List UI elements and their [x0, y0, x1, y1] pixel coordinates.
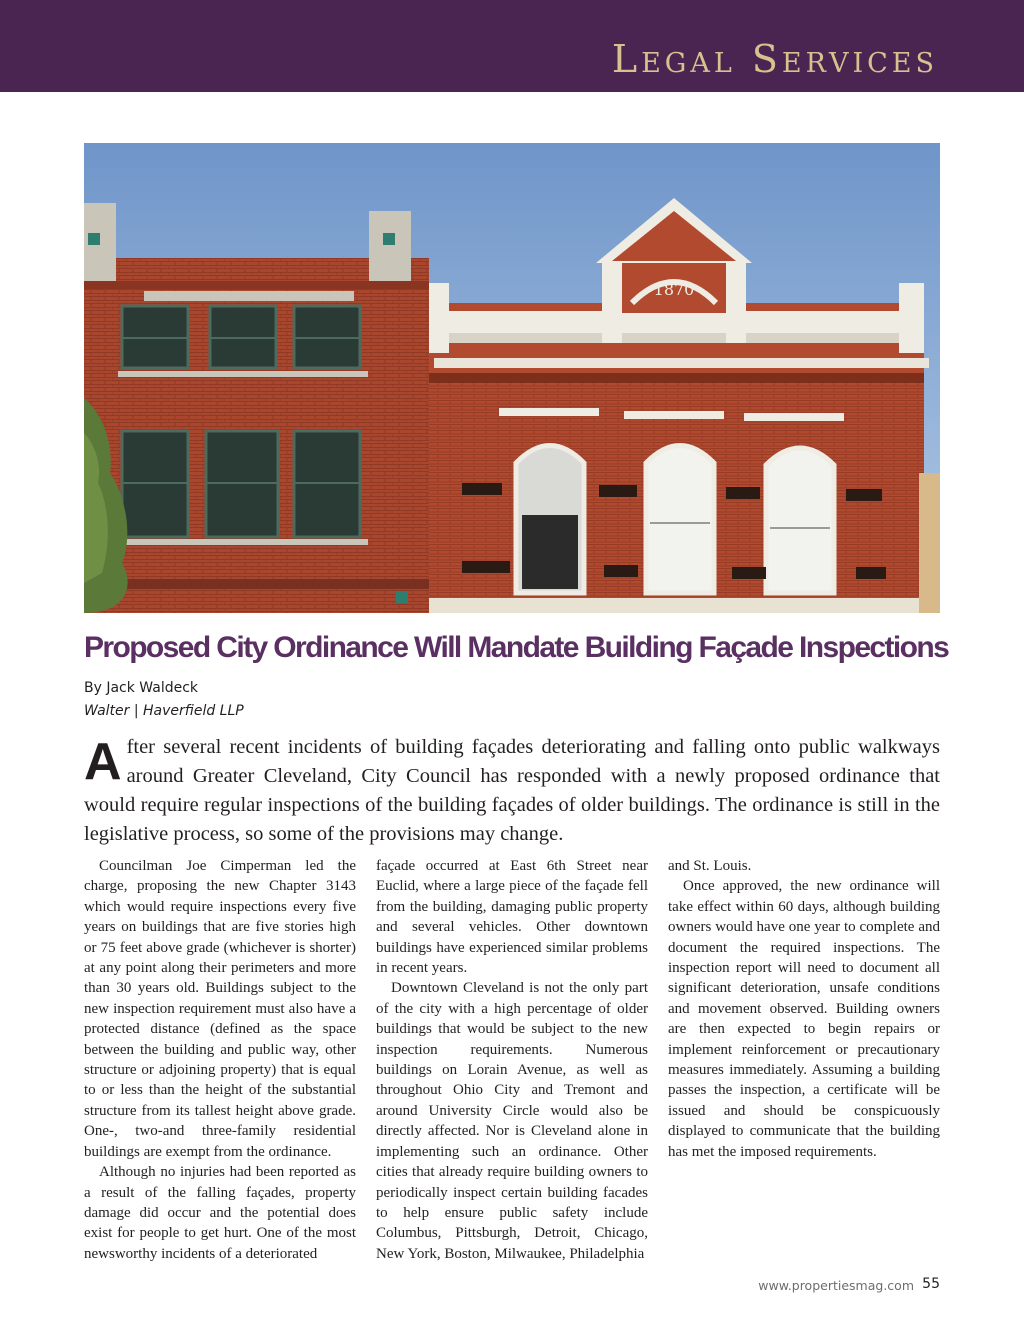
building-facade-photo: [84, 143, 940, 613]
article-paragraph: Downtown Cleveland is not the only part of the city with a high percentage of older buildings that would be subject to the new inspection requirements. Numerous buildings on Lorain Avenue, as well as throughout Ohio City and Tremont and around University Circle would also be directly affected. Nor is Cleveland alone in implementing such an ordinance. Other cities that already require building owners to periodically inspect certain building facades to help ensure public safety include Columbus, Pittsburgh, Detroit, Chicago, New York, Boston, Milwaukee, Philadelphia: [376, 980, 648, 1262]
footer-url: www.propertiesmag.com: [758, 1278, 914, 1293]
section-header-bar: [0, 0, 1024, 92]
page-number: 55: [922, 1276, 940, 1292]
article-paragraph: Councilman Joe Cimperman led the charge, proposing the new Chapter 3143 which would require inspections every five years on buildings that are five stories high or 75 feet above grade (whichever is shorter) at any point along their perimeters and more than 30 years old. Buildings subject to the new inspection requirement must also have a protected distance (defined as the space between the building and public way, other structure or adjoining property) that is equal to or less than the height of the substantial structure from its tallest height above grade. One-, two-and three-family residential buildings are exempt from the ordinance.: [84, 858, 356, 1160]
article-paragraph: Once approved, the new ordinance will take effect within 60 days, although building owners would have one year to complete and document the required inspections. The inspection report will need to document all significant deterioration, unsafe conditions and movement observed. Building owners are then expected to begin repairs or implement reinforcement or precautionary measures immediately. Assuming a building passes the inspection, a certificate will be issued and should be conspicuously displayed to communicate that the building has met the imposed requirements.: [668, 878, 940, 1160]
article-intro: [84, 733, 940, 849]
section-title: Legal Services: [611, 37, 938, 81]
article-column-2: [376, 856, 648, 1264]
article-paragraph: Although no injuries had been reported as a result of the falling façades, property damage did occur and the potential does exist for people to get hurt. One of the most newsworthy incidents of a deteriorated: [84, 1164, 356, 1262]
article-column-1: [84, 856, 356, 1264]
article-byline: By Jack Waldeck: [84, 680, 199, 696]
article-column-3: [668, 856, 940, 1162]
date-stone-text: 1870: [653, 280, 695, 299]
author-affiliation: Walter | Haverfield LLP: [84, 703, 244, 719]
article-paragraph: façade occurred at East 6th Street near Euclid, where a large piece of the façade fell from the building, damaging public property and several vehicles. Other downtown buildings have experienced similar problems in recent years.: [376, 858, 648, 977]
article-title: Proposed City Ordinance Will Mandate Building Façade Inspections: [84, 631, 949, 664]
drop-cap: A: [84, 733, 122, 791]
article-paragraph: and St. Louis.: [668, 858, 752, 874]
intro-text: fter several recent incidents of building façades deteriorating and falling onto public walkways around Greater Cleveland, City Council has responded with a newly proposed ordinance that would require regular inspections of the building façades of older buildings. The ordinance is still in the legislative process, so some of the provisions may change.: [84, 736, 940, 845]
